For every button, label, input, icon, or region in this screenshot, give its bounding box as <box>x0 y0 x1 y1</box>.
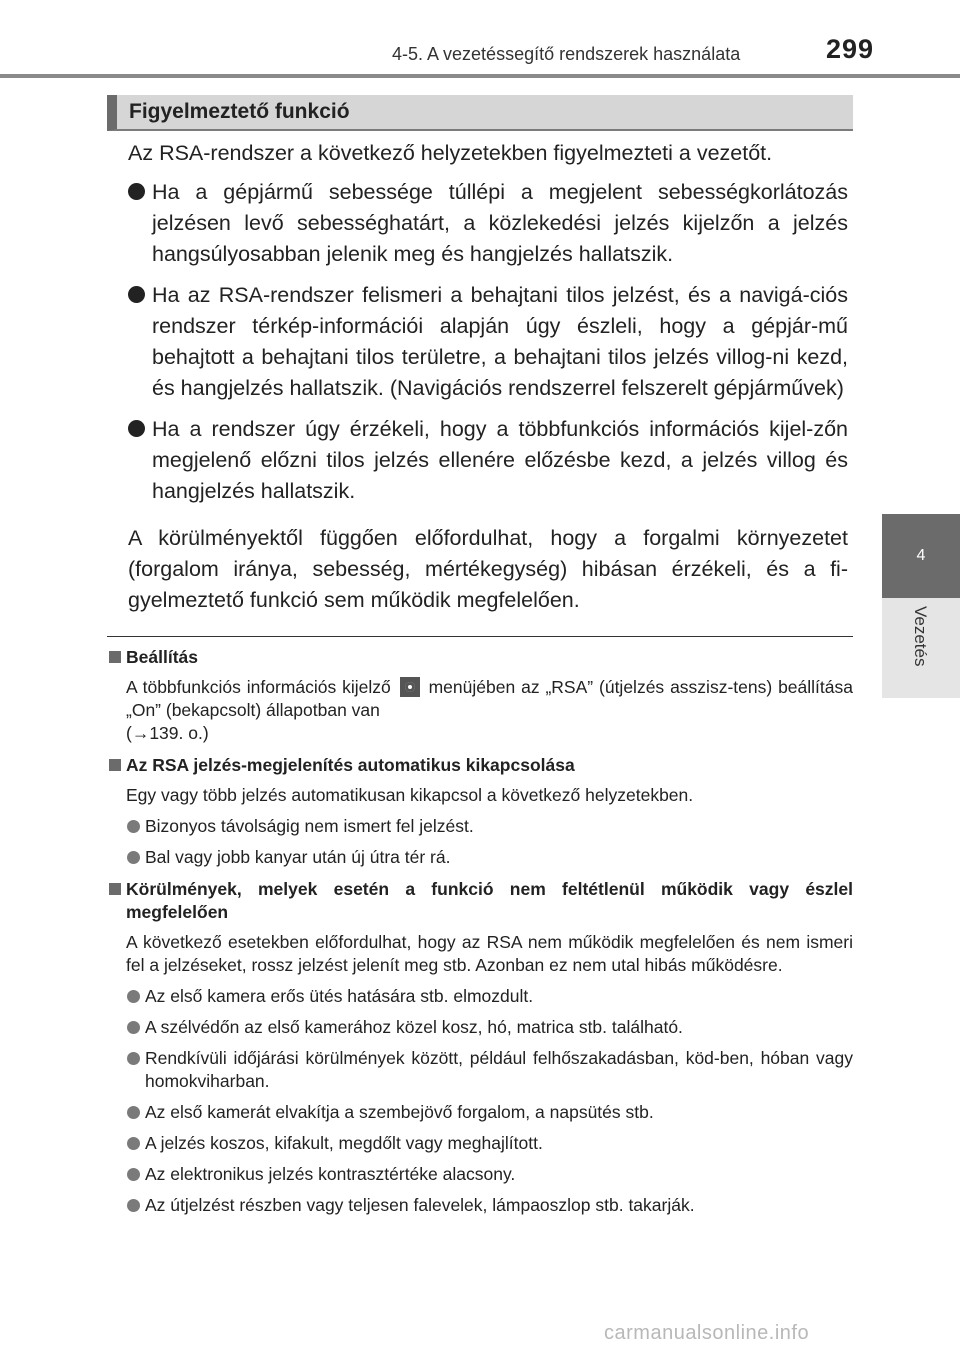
circle-bullet-icon <box>127 1168 140 1181</box>
bullet-item <box>128 177 848 270</box>
note-list-item <box>107 1194 853 1217</box>
note-heading <box>107 878 853 924</box>
section-outro: A körülményektől függően előfordulhat, hogy a forgalmi környezetet (forgalom iránya, sebesség, mértékegység) hibásan érzékeli, és a fi-gyelmeztető funkció sem működik megfelelően. <box>128 526 848 612</box>
note-list-item <box>107 1047 853 1093</box>
note-list-item <box>107 985 853 1008</box>
circle-bullet-icon <box>127 851 140 864</box>
header-rule <box>0 74 960 78</box>
note-heading-text: Az RSA jelzés-megjelenítés automatikus kikapcsolása <box>126 755 575 775</box>
note-conditions <box>107 878 853 1217</box>
bullet-icon <box>128 286 145 303</box>
bullet-icon <box>128 420 145 437</box>
note-list-text: Rendkívüli időjárási körülmények között, például felhőszakadásban, köd-ben, hóban vagy homokviharban. <box>145 1048 853 1091</box>
note-heading <box>107 646 853 669</box>
square-bullet-icon <box>109 651 121 663</box>
note-list-item <box>107 1132 853 1155</box>
note-list-item <box>107 1163 853 1186</box>
note-body: A következő esetekben előfordulhat, hogy az RSA nem működik megfelelően és nem ismeri fel a jelzéseket, rossz jelzést jelenít meg stb. Azonban ez nem utal hibás működésre. <box>126 932 853 975</box>
note-auto-off <box>107 754 853 869</box>
note-heading <box>107 754 853 777</box>
circle-bullet-icon <box>127 1137 140 1150</box>
chapter-title: 4-5. A vezetéssegítő rendszerek használata <box>392 44 741 64</box>
note-list-text: Az első kamera erős ütés hatására stb. elmozdult. <box>145 986 534 1006</box>
note-list-text: Az útjelzést részben vagy teljesen falevelek, lámpaoszlop stb. takarják. <box>145 1195 695 1215</box>
circle-bullet-icon <box>127 1199 140 1212</box>
note-list-text: Az elektronikus jelzés kontrasztértéke alacsony. <box>145 1164 516 1184</box>
note-list-item <box>107 815 853 838</box>
note-list-text: A szélvédőn az első kamerához közel kosz, hó, matrica stb. található. <box>145 1017 683 1037</box>
note-body <box>107 676 853 745</box>
notes-divider <box>107 636 853 637</box>
chapter-tab-label-box <box>882 598 960 698</box>
bullet-text: Ha a gépjármű sebessége túllépi a megjelent sebességkorlátozás jelzésen levő sebességhatárt, a közlekedési jelzés kijelzőn a jelzés hangsúlyosabban jelenik meg és hangjelzés hallatszik. <box>152 180 848 266</box>
circle-bullet-icon <box>127 1021 140 1034</box>
notes-area <box>107 646 853 1226</box>
note-text: menüjében az „RSA” (útjelzés asszisz-tens) beállítása „On” (bekapcsolt) állapotban van <box>126 677 853 720</box>
page-reference-link[interactable]: (→139. o.) <box>126 723 209 743</box>
note-setting <box>107 646 853 745</box>
gear-icon <box>400 677 420 697</box>
watermark: carmanualsonline.info <box>604 1322 810 1344</box>
square-bullet-icon <box>109 883 121 895</box>
note-list-text: Az első kamerát elvakítja a szembejövő forgalom, a napsütés stb. <box>145 1102 654 1122</box>
note-list-item <box>107 1016 853 1039</box>
note-list-item <box>107 1101 853 1124</box>
note-text: A többfunkciós információs kijelző <box>126 677 391 697</box>
circle-bullet-icon <box>127 990 140 1003</box>
bullet-item <box>128 280 848 404</box>
circle-bullet-icon <box>127 1106 140 1119</box>
section-body <box>128 138 848 616</box>
bullet-item <box>128 414 848 507</box>
bullet-text: Ha a rendszer úgy érzékeli, hogy a többfunkciós információs kijel-zőn megjelenő előzni tilos jelzés ellenére előzésbe kezd, a jelzés villog és hangjelzés hallatszik. <box>152 417 848 503</box>
circle-bullet-icon <box>127 1052 140 1065</box>
square-bullet-icon <box>109 759 121 771</box>
note-list-text: Bal vagy jobb kanyar után új útra tér rá. <box>145 847 451 867</box>
bullet-text: Ha az RSA-rendszer felismeri a behajtani tilos jelzést, és a navigá-ciós rendszer térkép-információi alapján úgy észleli, hogy a gépjár-mű behajtott a behajtani tilos területre, a behajtani tilos jelzés villog-ni kezd, és hangjelzés hallatszik. (Navigációs rendszerrel felszerelt gépjárművek) <box>152 283 848 400</box>
note-list-text: Bizonyos távolságig nem ismert fel jelzést. <box>145 816 474 836</box>
chapter-tab-number: 4 <box>916 547 926 564</box>
note-heading-text: Beállítás <box>126 647 198 667</box>
section-intro: Az RSA-rendszer a következő helyzetekben figyelmezteti a vezetőt. <box>128 141 773 165</box>
note-list-item <box>107 846 853 869</box>
page-number: 299 <box>826 34 875 64</box>
note-list-text: A jelzés koszos, kifakult, megdőlt vagy meghajlított. <box>145 1133 543 1153</box>
section-title: Figyelmeztető funkció <box>129 100 350 123</box>
section-heading <box>107 95 853 131</box>
circle-bullet-icon <box>127 820 140 833</box>
chapter-tab[interactable] <box>882 514 960 598</box>
chapter-tab-label: Vezetés <box>911 606 930 667</box>
note-heading-text: Körülmények, melyek esetén a funkció nem feltétlenül működik vagy észlel megfelelően <box>126 879 853 922</box>
bullet-icon <box>128 183 145 200</box>
note-body: Egy vagy több jelzés automatikusan kikapcsol a következő helyzetekben. <box>126 785 694 805</box>
